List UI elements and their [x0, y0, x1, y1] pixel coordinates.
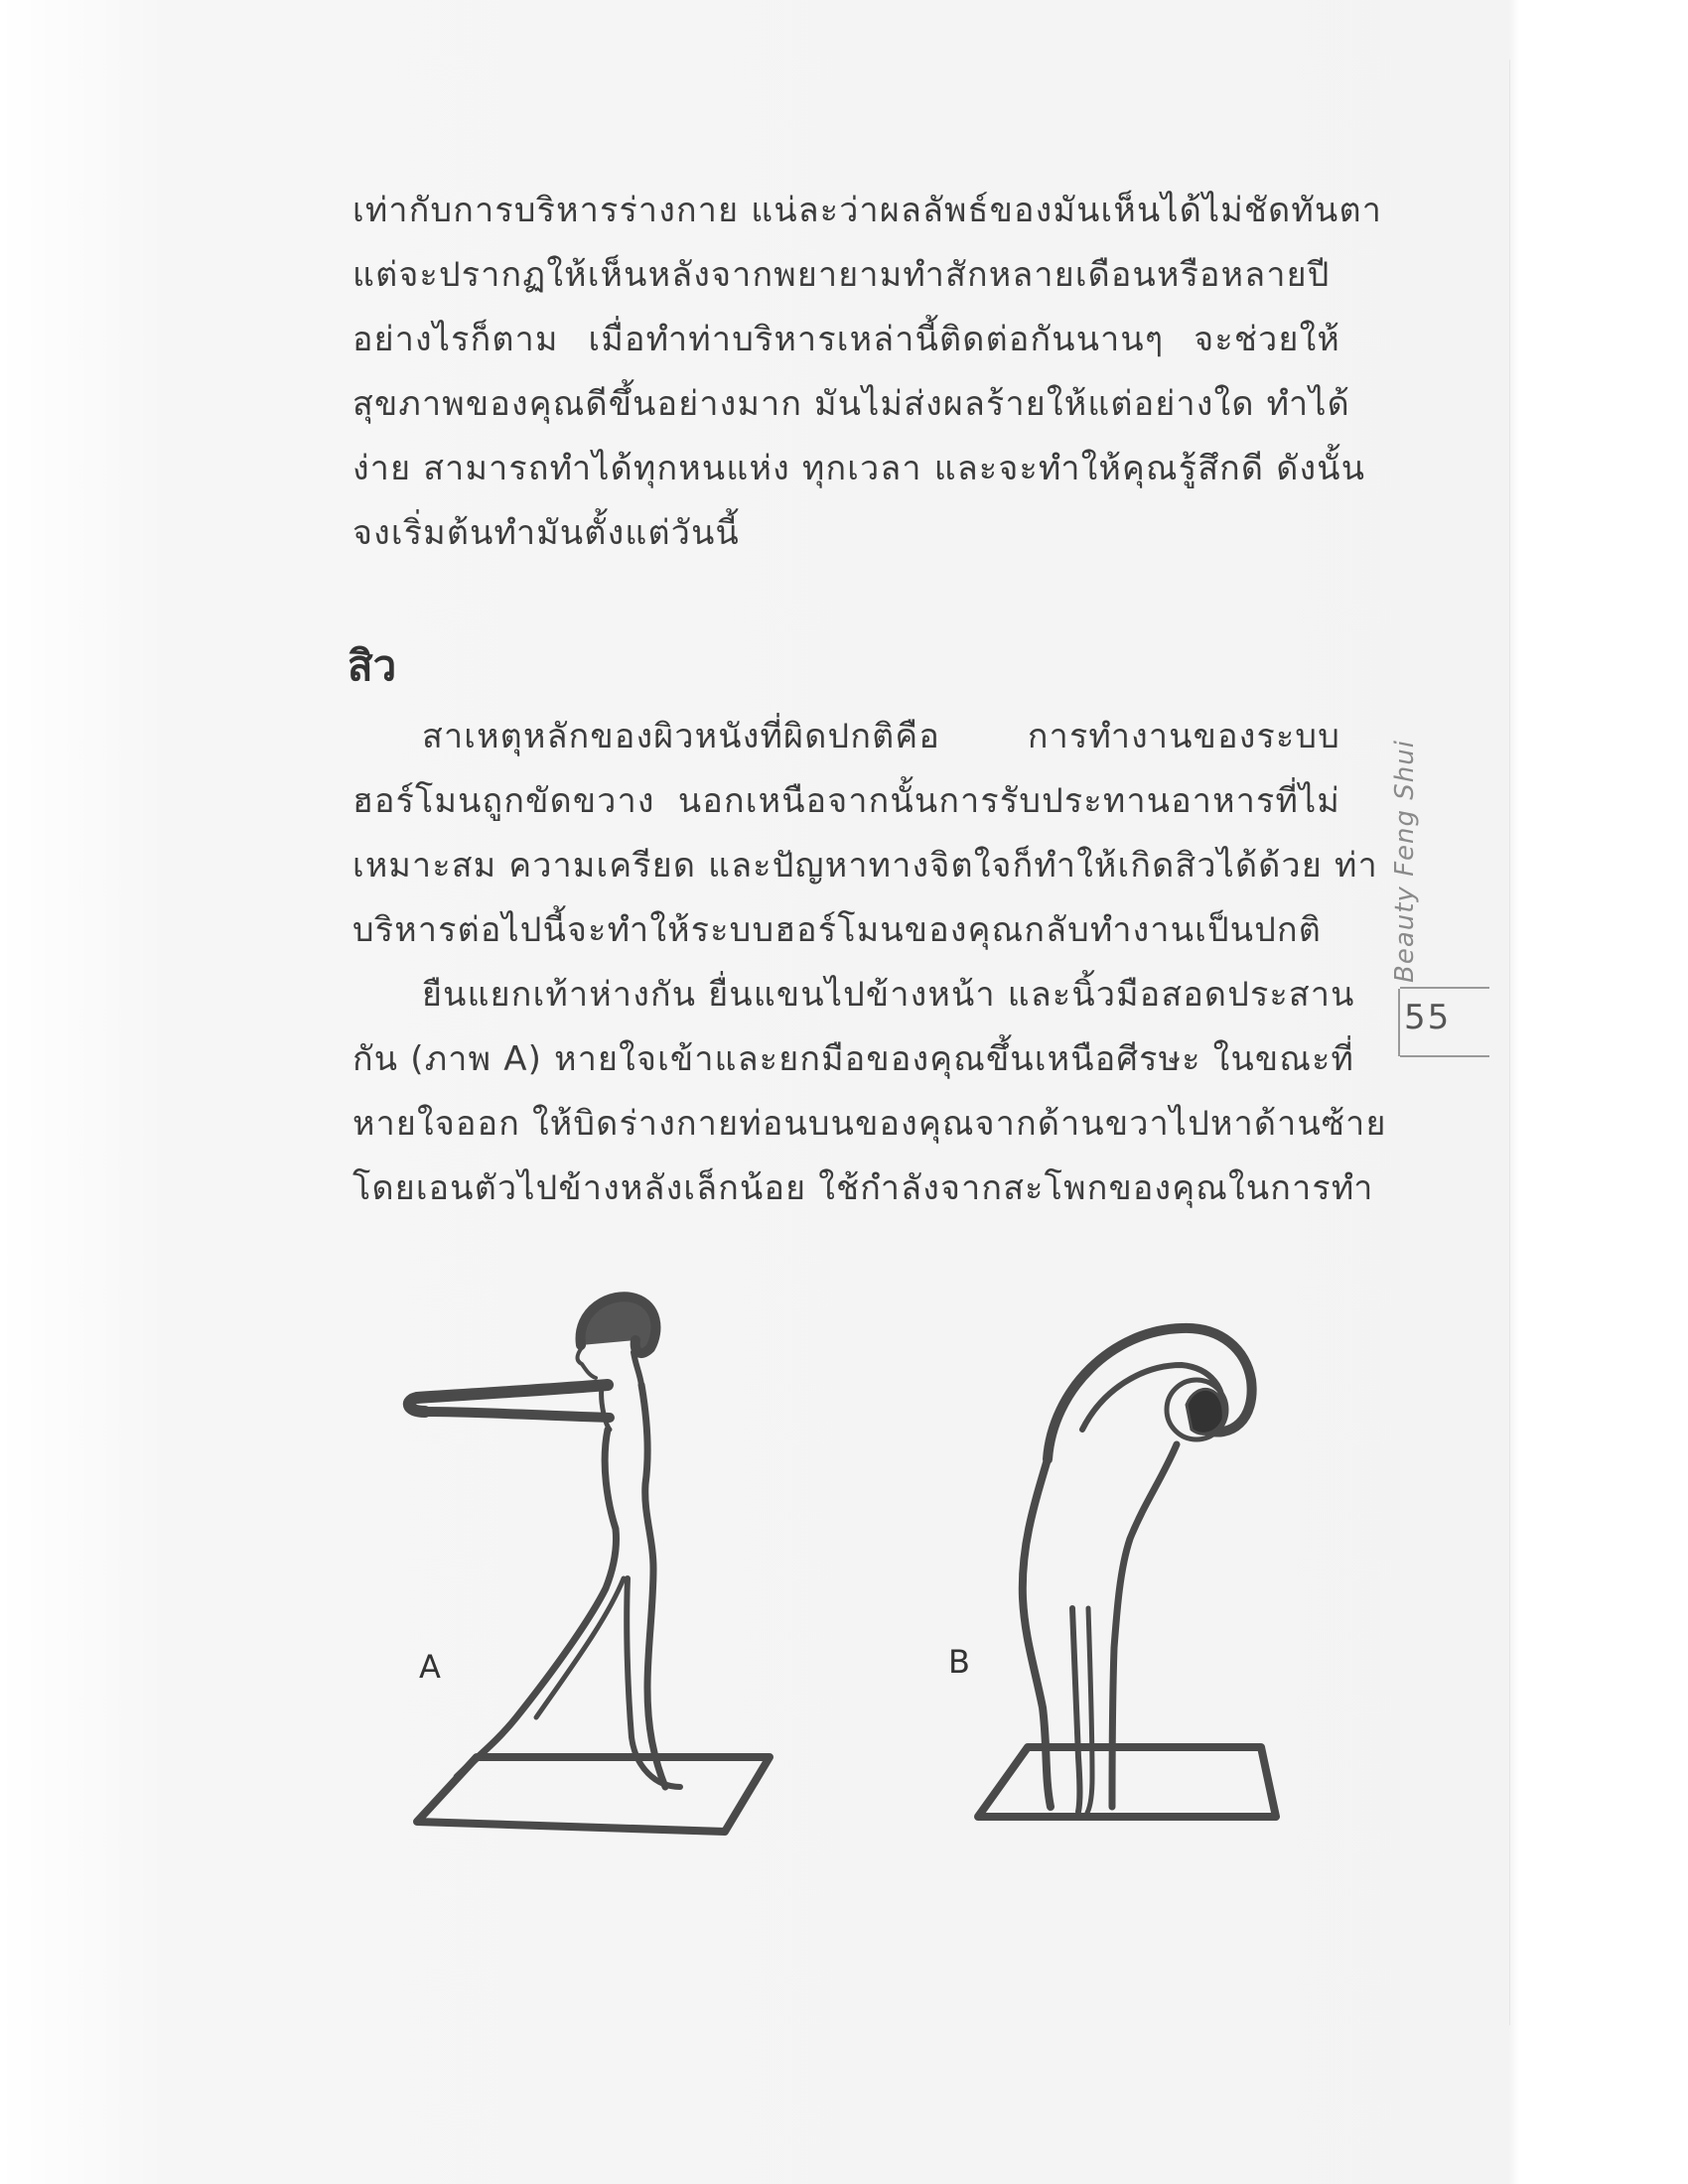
- paragraph-2-line: บริหารต่อไปนี้จะทำให้ระบบฮอร์โมนของคุณกลับทำงานเป็นปกติ: [352, 910, 1323, 950]
- paragraph-3-line: ยืนแยกเท้าห่างกัน ยื่นแขนไปข้างหน้า และนิ้วมือสอดประสาน: [422, 975, 1355, 1015]
- figure-b-label: B: [948, 1643, 970, 1681]
- paragraph-1-line: ง่าย สามารถทำได้ทุกหนแห่ง ทุกเวลา และจะทำให้คุณรู้สึกดี ดังนั้น: [352, 449, 1366, 488]
- figure-a-label: A: [419, 1648, 441, 1686]
- paragraph-2-line: เหมาะสม ความเครียด และปัญหาทางจิตใจก็ทำให้เกิดสิวได้ด้วย ท่า: [352, 846, 1378, 886]
- sidebar-rule-bottom: [1400, 1055, 1489, 1057]
- paragraph-2-line: ฮอร์โมนถูกขัดขวาง นอกเหนือจากนั้นการรับประทานอาหารที่ไม่: [352, 781, 1340, 821]
- page-edge-line: [1509, 60, 1510, 2025]
- sidebar-rule-vertical: [1398, 989, 1400, 1056]
- paragraph-1-line: อย่างไรก็ตาม เมื่อทำท่าบริหารเหล่านี้ติดต่อกันนานๆ จะช่วยให้: [352, 320, 1340, 359]
- section-heading: สิว: [348, 641, 397, 690]
- paragraph-1-line: เท่ากับการบริหารร่างกาย แน่ละว่าผลลัพธ์ของมันเห็นได้ไม่ชัดทันตา: [352, 191, 1383, 230]
- paragraph-1: [352, 179, 1383, 566]
- paragraph-1-line: สุขภาพของคุณดีขึ้นอย่างมาก มันไม่ส่งผลร้ายให้แต่อย่างใด ทำได้: [352, 384, 1350, 424]
- paragraph-2-line: สาเหตุหลักของผิวหนังที่ผิดปกติคือ การทำงานของระบบ: [422, 717, 1340, 756]
- running-book-title: Beauty Feng Shui: [1390, 740, 1420, 983]
- figure-b-illustration: [973, 1310, 1311, 1846]
- sidebar-rule-top: [1400, 987, 1489, 989]
- paragraph-3-line: หายใจออก ให้บิดร่างกายท่อนบนของคุณจากด้านขวาไปหาด้านซ้าย: [352, 1104, 1387, 1144]
- paragraph-1-line: แต่จะปรากฏให้เห็นหลังจากพยายามทำสักหลายเดือนหรือหลายปี: [352, 255, 1331, 295]
- paragraph-3-line: กัน (ภาพ A) หายใจเข้าและยกมือของคุณขึ้นเหนือศีรษะ ในขณะที่: [352, 1039, 1355, 1079]
- figure-a-illustration: [397, 1291, 794, 1846]
- page-number: 55: [1404, 998, 1452, 1037]
- paragraph-1-line: จงเริ่มต้นทำมันตั้งแต่วันนี้: [352, 513, 740, 553]
- paragraph-2: [352, 705, 1387, 1221]
- paragraph-3-line: โดยเอนตัวไปข้างหลังเล็กน้อย ใช้กำลังจากสะโพกของคุณในการทำ: [352, 1168, 1374, 1208]
